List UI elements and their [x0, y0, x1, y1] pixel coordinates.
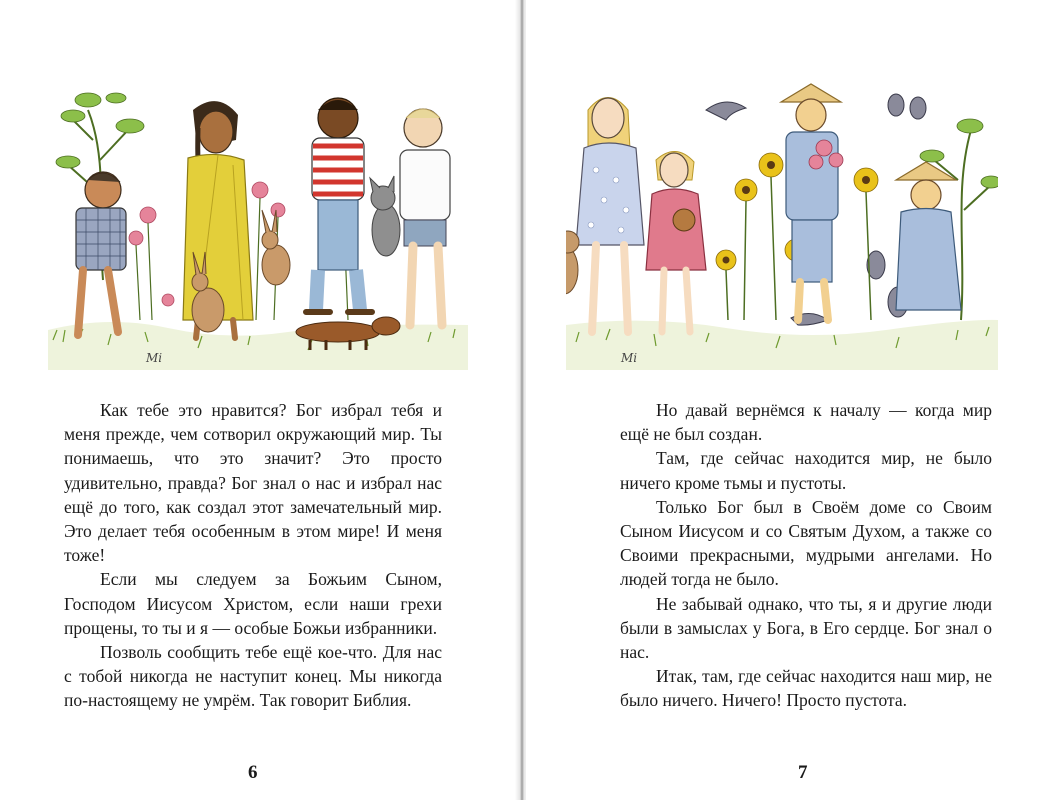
illustration-signature: Mi: [621, 351, 638, 365]
left-paragraph-1: Как тебе это нравится? Бог избрал тебя и меня прежде, чем сотворил окружающий мир. Ты понимаешь, что это значит? Это просто удивительно, правда? Бог знал о нас и избрал нас ещё до того, как создал этот замечательный мир. Это делает тебя особенным в этом мире! И меня тоже!: [64, 400, 442, 566]
page-number-right: 7: [798, 762, 808, 783]
children-animals-illustration: [48, 70, 468, 370]
gray-cat: [370, 176, 400, 256]
children-flowers-illustration: [566, 70, 998, 370]
child-checked-shirt: [76, 172, 126, 335]
left-paragraph-2: Если мы следуем за Божьим Сыном, Господом Иисусом Христом, если наши грехи прощены, то ты и я — особые Божьи избранники.: [64, 569, 442, 638]
right-paragraph-4: Не забывай однако, что ты, я и другие люди были в замыслах у Бога, в Его сердце. Бог знал о нас.: [620, 593, 992, 663]
left-paragraph-3: Позволь сообщить тебе ещё кое-что. Для нас с тобой никогда не наступит конец. Мы никогда по-настоящему не умрём. Так говорит Библия.: [64, 642, 442, 711]
right-paragraph-5: Итак, там, где сейчас находится наш мир, не было ничего. Ничего! Просто пустота.: [620, 666, 992, 711]
girl-blue-dress: [576, 98, 644, 333]
right-paragraph-1: Но давай вернёмся к началу — когда мир ещё не был создан.: [620, 400, 992, 445]
illustration-signature: Mi: [146, 351, 163, 365]
right-paragraph-2: Там, где сейчас находится мир, не было ничего кроме тьмы и пустоты.: [620, 448, 992, 493]
boy-white-shirt: [400, 109, 450, 325]
child-kneeling-hat: [896, 162, 961, 310]
right-paragraph-3: Только Бог был в Своём доме со Своим Сыном Иисусом и со Святым Духом, а также со Своими прекрасными, мудрыми ангелами. Но людей тогда не было.: [620, 496, 992, 590]
right-page-text: [620, 398, 992, 713]
illustration-drawing: [566, 70, 998, 370]
boy-striped-shirt: [306, 98, 372, 312]
left-page-text: [64, 398, 442, 713]
girl-red-dress: [646, 151, 706, 332]
right-page: [526, 0, 1044, 800]
man-straw-hat: [781, 84, 843, 320]
page-number-left: 6: [248, 762, 258, 783]
brown-cat: [566, 231, 579, 294]
illustration-drawing: [48, 70, 468, 370]
